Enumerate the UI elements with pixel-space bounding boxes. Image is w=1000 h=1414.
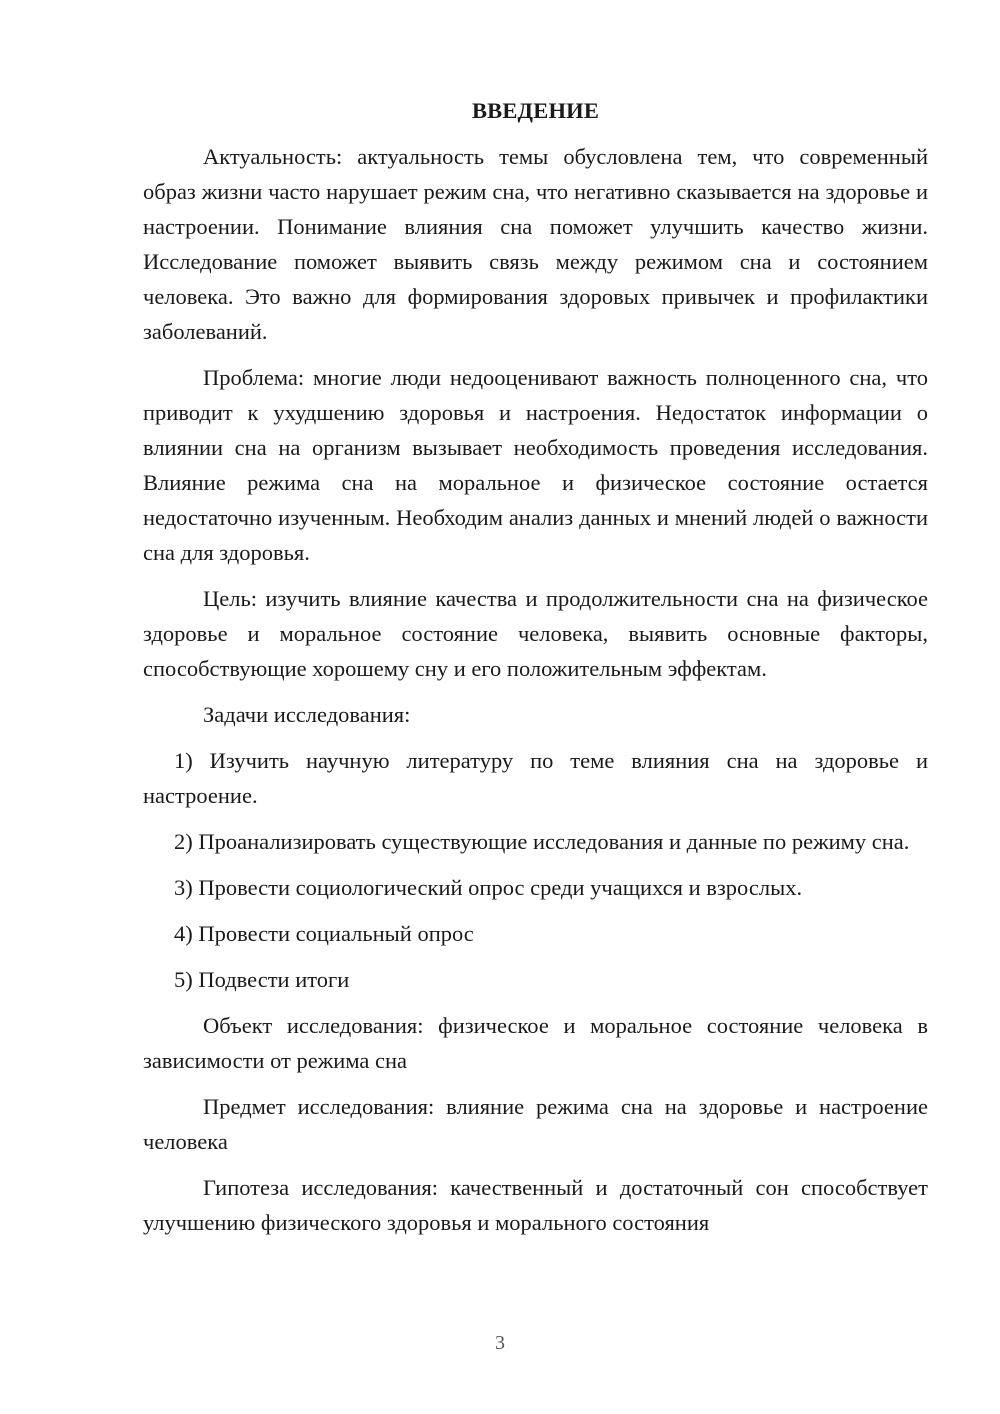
relevance-paragraph: Актуальность: актуальность темы обусловлена тем, что современный образ жизни часто нарушает режим сна, что негативно сказывается на здоровье и настроении. Понимание влияния сна поможет улучшить качество жизни. Исследование поможет выявить связь между режимом сна и состоянием человека. Это важно для формирования здоровых привычек и профилактики заболеваний. — [143, 144, 928, 344]
tasks-heading: Задачи исследования: — [203, 702, 411, 727]
task-item-4: 4) Провести социальный опрос — [174, 921, 474, 946]
task-item-3: 3) Провести социологический опрос среди учащихся и взрослых. — [174, 875, 803, 900]
page-number: 3 — [495, 1332, 505, 1354]
task-item-1: 1) Изучить научную литературу по теме влияния сна на здоровье и настроение. — [143, 748, 928, 808]
goal-paragraph: Цель: изучить влияние качества и продолжительности сна на физическое здоровье и моральное состояние человека, выявить основные факторы, способствующие хорошему сну и его положительным эффектам. — [143, 586, 928, 681]
object-paragraph: Объект исследования: физическое и моральное состояние человека в зависимости от режима сна — [143, 1013, 928, 1073]
task-item-2: 2) Проанализировать существующие исследования и данные по режиму сна. — [174, 829, 910, 854]
hypothesis-paragraph: Гипотеза исследования: качественный и достаточный сон способствует улучшению физического здоровья и морального состояния — [143, 1175, 928, 1235]
page-title: ВВЕДЕНИЕ — [471, 98, 600, 123]
page-content — [143, 93, 928, 1251]
tasks-list — [143, 743, 928, 997]
problem-paragraph: Проблема: многие люди недооценивают важность полноценного сна, что приводит к ухудшению здоровья и настроения. Недостаток информации о влиянии сна на организм вызывает необходимость проведения исследования. Влияние режима сна на моральное и физическое состояние остается недостаточно изученным. Необходим анализ данных и мнений людей о важности сна для здоровья. — [143, 365, 928, 565]
subject-paragraph: Предмет исследования: влияние режима сна на здоровье и настроение человека — [143, 1094, 928, 1154]
task-item-5: 5) Подвести итоги — [174, 967, 350, 992]
